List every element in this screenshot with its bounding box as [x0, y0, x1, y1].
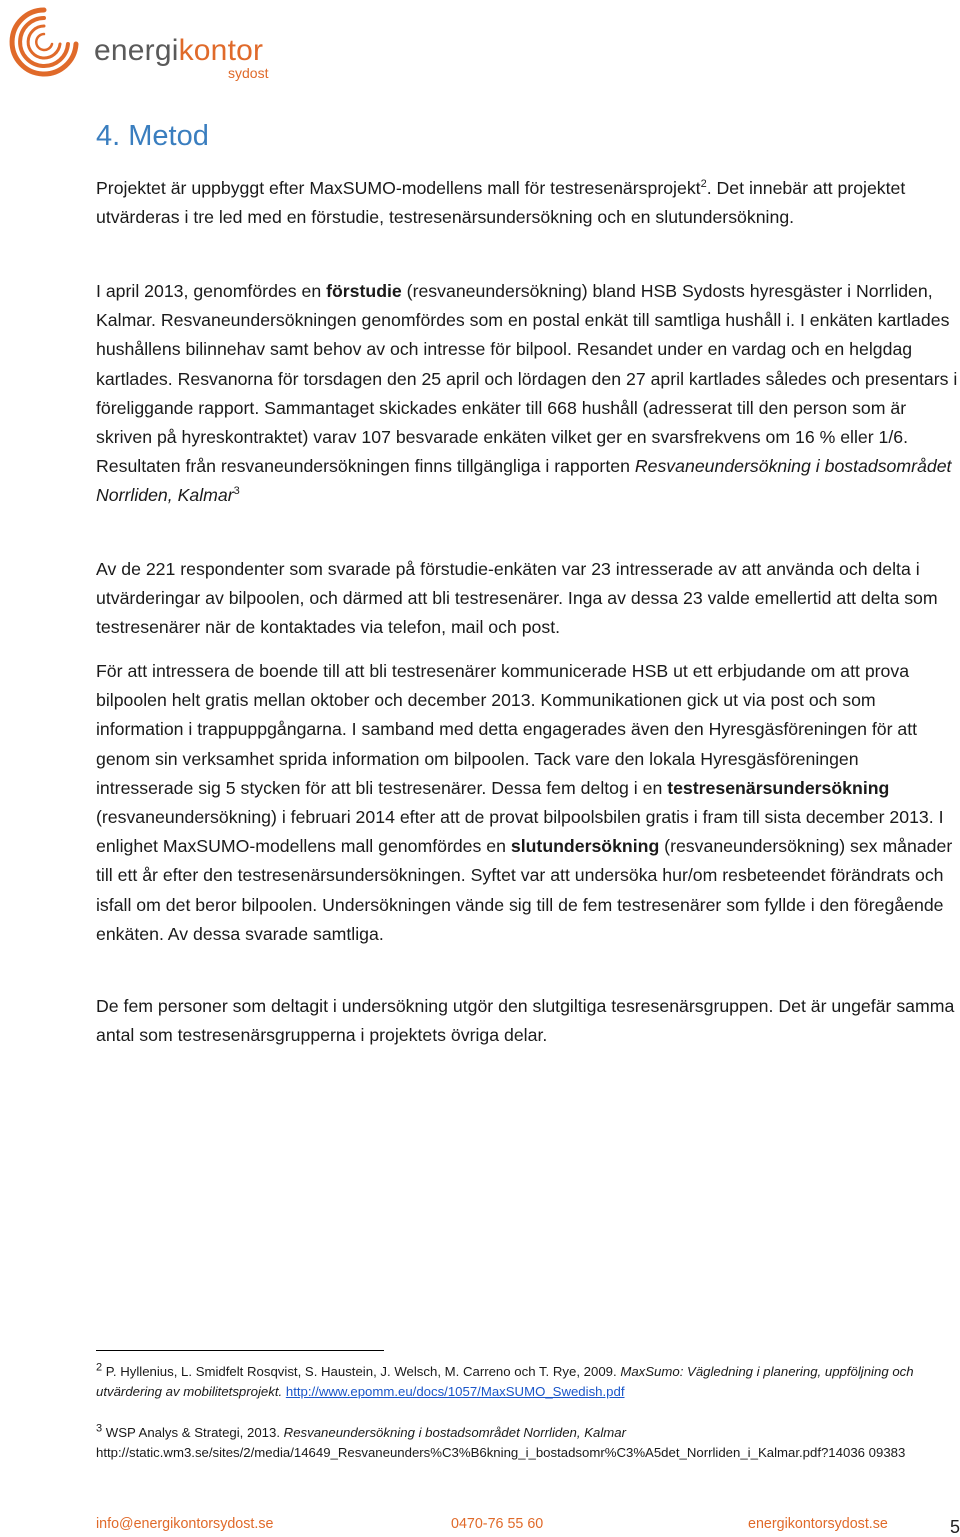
paragraph-testresenarer: För att intressera de boende till att bli testresenärer kommunicerade HSB ut ett erbjudande om att prova bilpoolen helt gratis mellan oktober och december 2013. Kommunikationen gick ut via post och som information i trappuppgångarna. I samband med detta engagerades även den Hyresgäsföreningen för att genom sin verksamhet sprida information om bilpoolen. Tack vare den lokala Hyresgäsföreningen intresserade sig 5 stycken för att bli testresenärer. Dessa fem deltog i en testresenärsundersökning (resvaneundersökning) i februari 2014 efter att de provat bilpoolsbilen gratis i fram till sista december 2013. I enlighet MaxSUMO-modellens mall genomfördes en slutundersökning (resvaneundersökning) sex månader till ett år efter den testresenärsundersökningen. Syftet var att undersöka hur/om resbeteendet förändrats och isfall om det beror bilpoolen. Undersökningen vände sig till de fem testresenärer som fyllde i den föregående enkäten. Av dessa svarade samtliga. [96, 661, 953, 944]
logo-subtitle: sydost [228, 65, 269, 81]
footer-website[interactable]: energikontorsydost.se [748, 1516, 888, 1532]
page-number: 5 [949, 1517, 960, 1537]
footnote-2-link[interactable]: http://www.epomm.eu/docs/1057/MaxSUMO_Swedish.pdf [285, 1383, 625, 1399]
paragraph-forstudie: I april 2013, genomfördes en förstudie (resvaneundersökning) bland HSB Sydosts hyresgäster i Norrliden, Kalmar. Resvaneundersökningen genomfördes som en postal enkät till samtliga hushåll i. I enkäten kartlades hushållens bilinnehav samt behov av och intresse för bilpool. Resandet under en vardag och en helgdag kartlades. Resvanorna för torsdagen den 25 april och lördagen den 27 april kartlades således och presentars i föreliggande rapport. Sammantaget skickades enkäter till 668 hushåll (adresserat till den person som är skriven på hyreskontraktet) varav 107 besvarade enkäten vilket ger en svarsfrekvens om 16 % eller 1/6. Resultaten från resvaneundersökningen finns tillgängliga i rapporten Resvaneundersökning i bostadsområdet Norrliden, Kalmar$^3$ [96, 281, 958, 506]
footnote-divider [96, 1350, 384, 1351]
section-heading: 4. Metod [96, 120, 209, 152]
footer-phone: 0470-76 55 60 [451, 1516, 544, 1532]
footnote-2: $^2$ P. Hyllenius, L. Smidfelt Rosqvist, S. Haustein, J. Welsch, M. Carreno och T. Rye, 2009. MaxSumo: Vägledning i planering, uppföljning och utvärdering av mobilitetsprojekt. http://www.epomm.eu/docs/1057/MaxSUMO_Swedish.pdf [96, 1361, 914, 1399]
energikontor-logo [6, 4, 296, 84]
footnote-3-url: http://static.wm3.se/sites/2/media/14649_Resvaneunders%C3%B6kning_i_bostadsomr%C3%A5det_Norrliden_i_Kalmar.pdf?14036 09383 [96, 1444, 906, 1460]
logo-wordmark: energikontor [94, 34, 264, 67]
footnote-3: $^3$ WSP Analys & Strategi, 2013. Resvaneundersökning i bostadsområdet Norrliden, Kalmar http://static.wm3.se/sites/2/media/14649_Resvaneunders%C3%B6kning_i_bostadsomr%C3%A5det_Norrliden_i_Kalmar.pdf?14036 09383 [96, 1422, 906, 1460]
paragraph-final-group: De fem personer som deltagit i undersökning utgör den slutgiltiga tesresenärsgruppen. Det är ungefär samma antal som testresenärsgrupperna i projektets övriga delar. [96, 996, 955, 1046]
swirl-logo-icon [6, 4, 82, 80]
footer-email[interactable]: info@energikontorsydost.se [96, 1516, 274, 1532]
paragraph-respondents: Av de 221 respondenter som svarade på förstudie-enkäten var 23 intresserade av att använda och delta i utvärderingar av bilpoolen, och därmed att bli testresenärer. Inga av dessa 23 valde emellertid att delta som testresenärer när de kontaktades via telefon, mail och post. [96, 559, 938, 638]
paragraph-intro: Projektet är uppbyggt efter MaxSUMO-modellens mall för testresenärsprojekt$^2$. Det innebär att projektet utvärderas i tre led med en förstudie, testresenärsundersökning och en slutundersökning. [96, 178, 906, 228]
